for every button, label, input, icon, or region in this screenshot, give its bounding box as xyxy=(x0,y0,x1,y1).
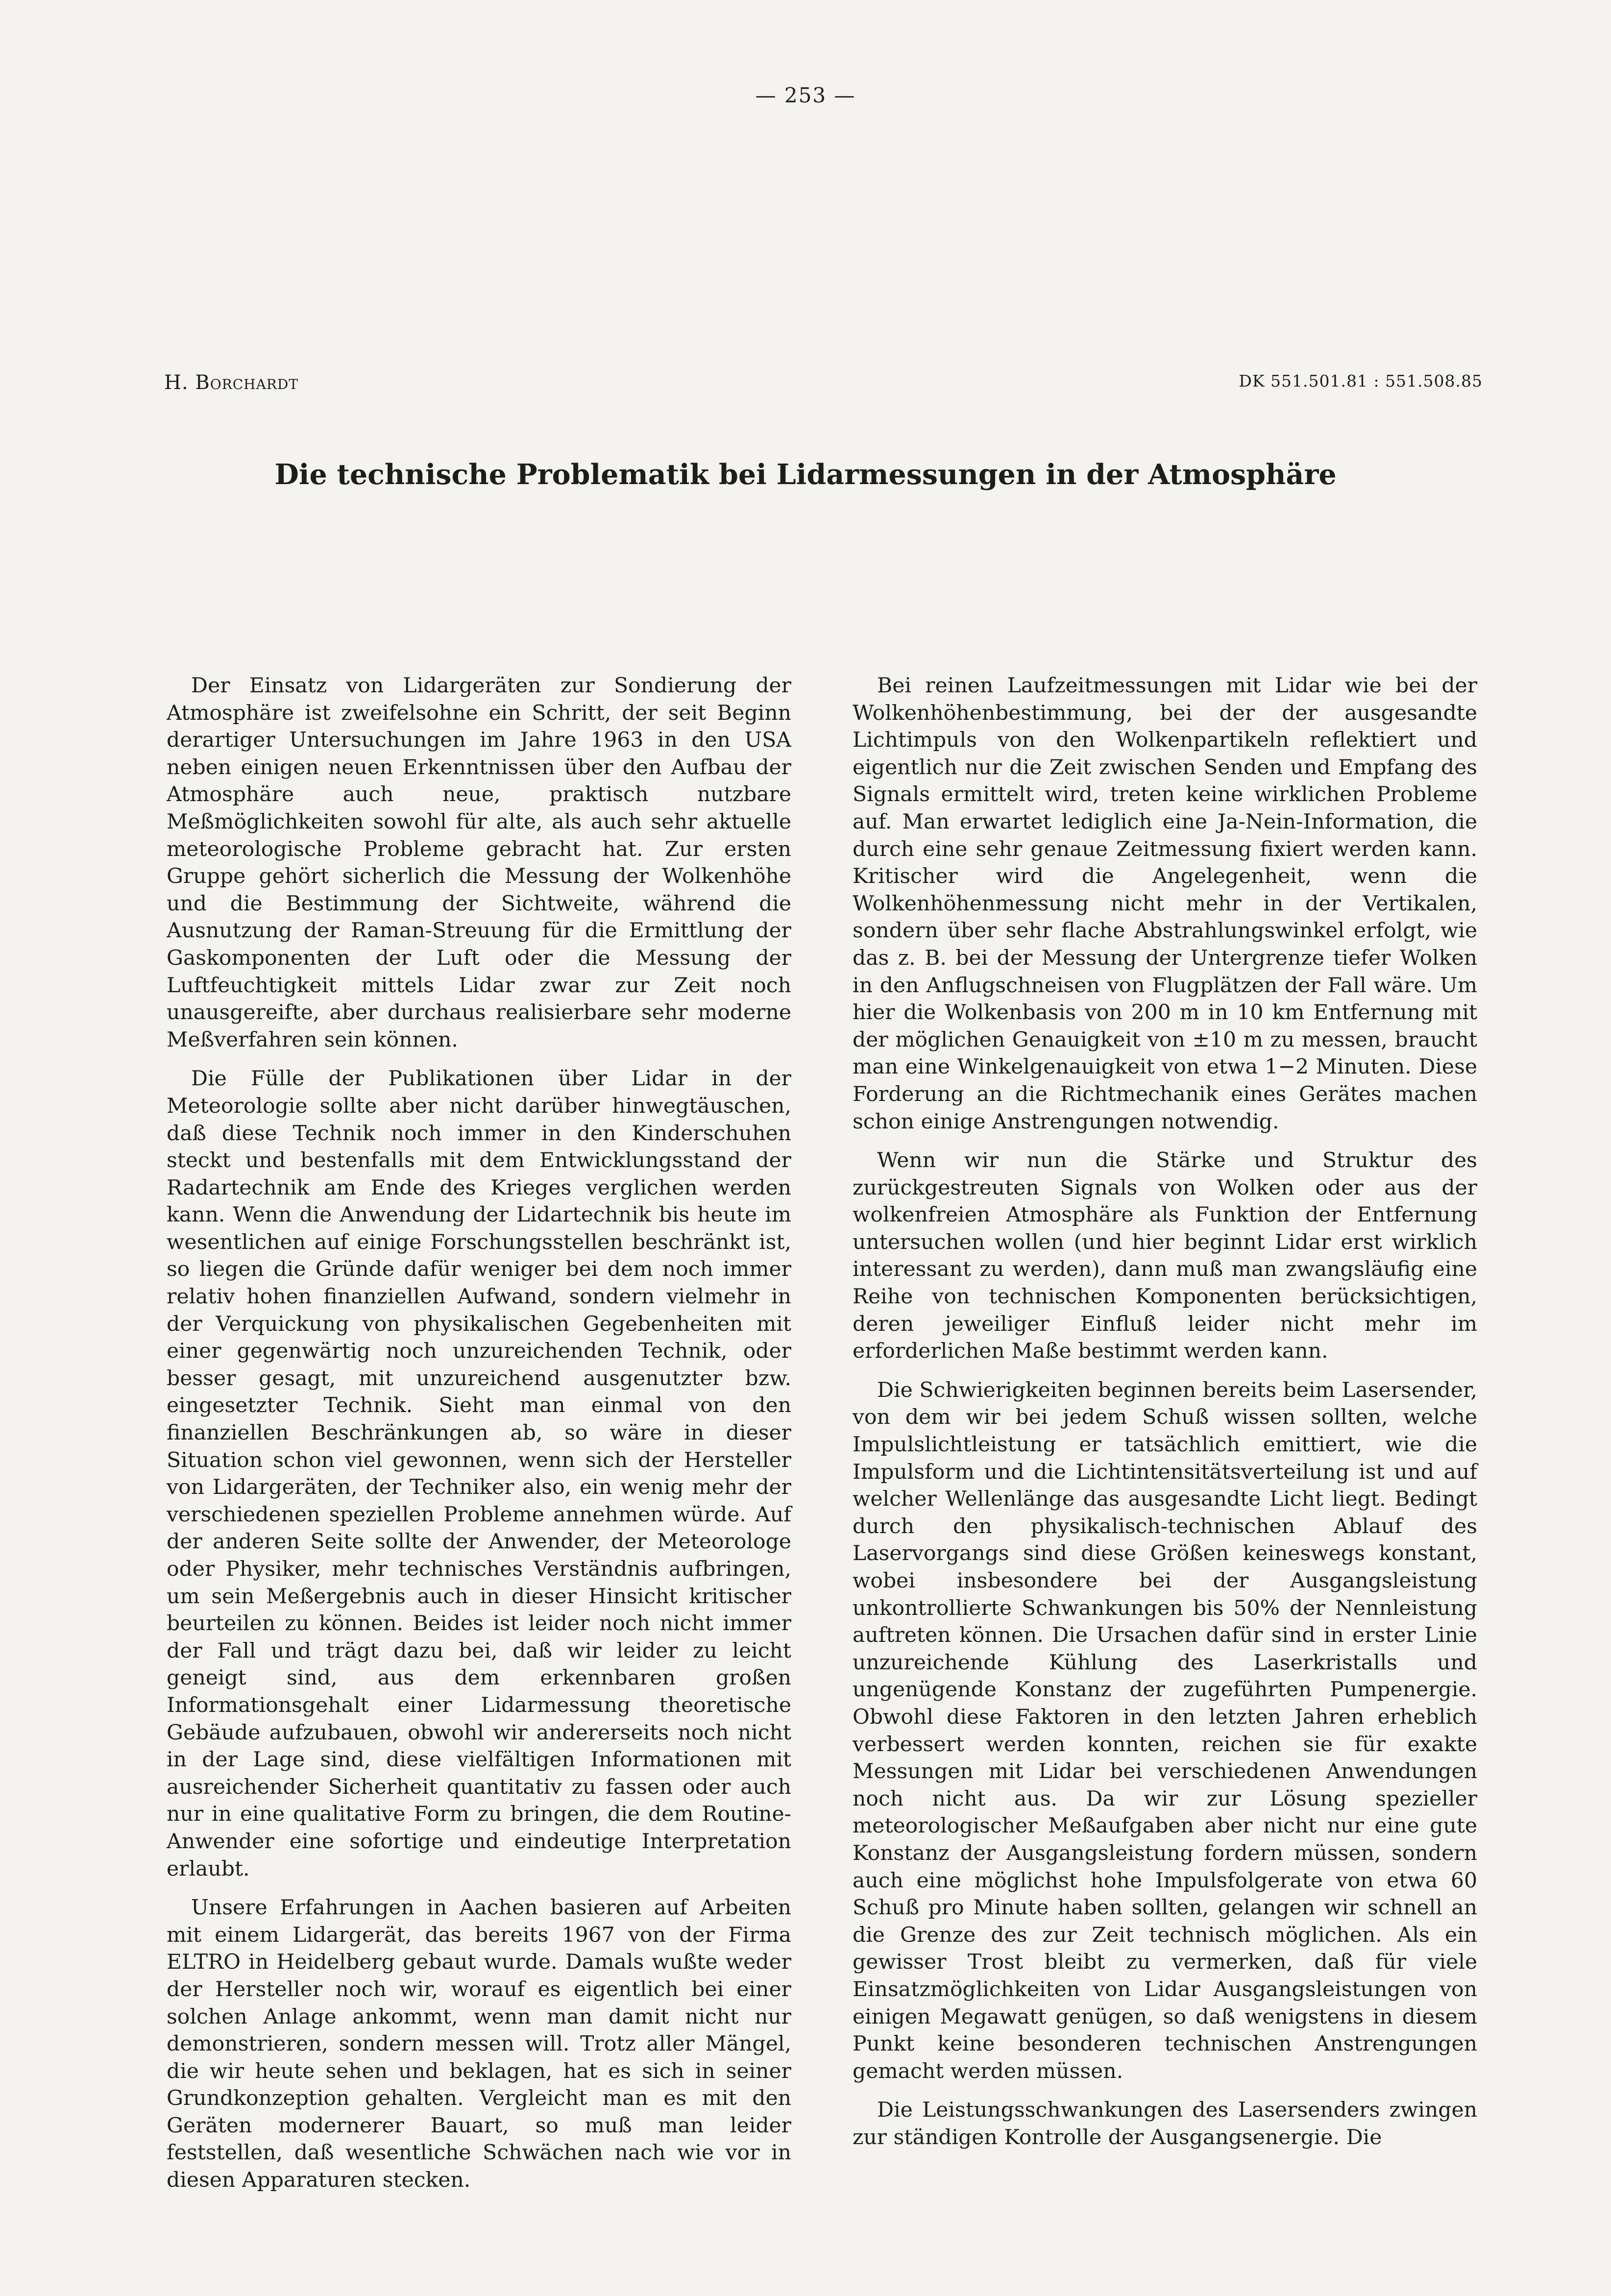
article-title: Die technische Problematik bei Lidarmessungen in der Atmosphäre xyxy=(274,458,1337,491)
paragraph: Der Einsatz von Lidargeräten zur Sondierung der Atmosphäre ist zweifelsohne ein Schritt, der seit Beginn derartiger Untersuchungen im Jahre 1963 in den USA neben einigen neuen Erkenntnissen über den Aufbau der Atmosphäre auch neue, praktisch nutzbare Meßmöglichkeiten sowohl für alte, als auch sehr aktuelle meteorologische Probleme gebracht hat. Zur ersten Gruppe gehört sicherlich die Messung der Wolkenhöhe und die Bestimmung der Sichtweite, während die Ausnutzung der Raman-Streuung für die Ermittlung der Gaskomponenten der Luft oder die Messung der Luftfeuchtigkeit mittels Lidar zwar zur Zeit noch unausgereifte, aber durchaus realisierbare sehr moderne Meßverfahren sein können. xyxy=(167,674,791,1052)
dk-classification: DK 551.501.81 : 551.508.85 xyxy=(1239,371,1483,391)
paragraph: Die Schwierigkeiten beginnen bereits beim Lasersender, von dem wir bei jedem Schuß wissen sollten, welche Impulslichtleistung er tatsächlich emittiert, wie die Impulsform und die Lichtintensitätsverteilung ist und auf welcher Wellenlänge das ausgesandte Licht liegt. Bedingt durch den physikalisch-technischen Ablauf des Laservorgangs sind diese Größen keineswegs konstant, wobei insbesondere bei der Ausgangsleistung unkontrollierte Schwankungen bis 50% der Nennleistung auftreten können. Die Ursachen dafür sind in erster Linie unzureichende Kühlung des Laserkristalls und ungenügende Konstanz der zugeführten Pumpenergie. Obwohl diese Faktoren in den letzten Jahren erheblich verbessert werden konnten, reichen sie für exakte Messungen mit Lidar bei verschiedenen Anwendungen noch nicht aus. Da wir zur Lösung spezieller meteorologischer Meßaufgaben aber nicht nur eine gute Konstanz der Ausgangsleistung fordern müssen, sondern auch eine möglichst hohe Impulsfolgerate von etwa 60 Schuß pro Minute haben sollten, gelangen wir schnell an die Grenze des zur Zeit technisch möglichen. Als ein gewisser Trost bleibt zu vermerken, daß für viele Einsatzmöglichkeiten von Lidar Ausgangsleistungen von einigen Megawatt genügen, so daß wenigstens in diesem Punkt keine besonderen technischen Anstrengungen gemacht werden müssen. xyxy=(853,1378,1477,2083)
left-column xyxy=(167,672,791,2194)
paragraph: Die Leistungsschwankungen des Lasersenders zwingen zur ständigen Kontrolle der Ausgangsenergie. Die xyxy=(853,2098,1477,2149)
paragraph: Unsere Erfahrungen in Aachen basieren auf Arbeiten mit einem Lidargerät, das bereits 1967 von der Firma ELTRO in Heidelberg gebaut wurde. Damals wußte weder der Hersteller noch wir, worauf es eigentlich bei einer solchen Anlage ankommt, wenn man damit nicht nur demonstrieren, sondern messen will. Trotz aller Mängel, die wir heute sehen und beklagen, hat es sich in seiner Grundkonzeption gehalten. Vergleicht man es mit den Geräten modernerer Bauart, so muß man leider feststellen, daß wesentliche Schwächen nach wie vor in diesen Apparaturen stecken. xyxy=(167,1896,791,2193)
page-number: — 253 — xyxy=(755,83,856,107)
right-column xyxy=(853,672,1477,2151)
paragraph: Wenn wir nun die Stärke und Struktur des zurückgestreuten Signals von Wolken oder aus der wolkenfreien Atmosphäre als Funktion der Entfernung untersuchen wollen (und hier beginnt Lidar erst wirklich interessant zu werden), dann muß man zwangsläufig eine Reihe von technischen Komponenten berücksichtigen, deren jeweiliger Einfluß leider nicht mehr im erforderlichen Maße bestimmt werden kann. xyxy=(853,1148,1477,1364)
paragraph: Bei reinen Laufzeitmessungen mit Lidar wie bei der Wolkenhöhenbestimmung, bei der der ausgesandte Lichtimpuls von den Wolkenpartikeln reflektiert und eigentlich nur die Zeit zwischen Senden und Empfang des Signals ermittelt wird, treten keine wirklichen Probleme auf. Man erwartet lediglich eine Ja-Nein-Information, die durch eine sehr genaue Zeitmessung fixiert werden kann. Kritischer wird die Angelegenheit, wenn die Wolkenhöhenmessung nicht mehr in der Vertikalen, sondern über sehr flache Abstrahlungswinkel erfolgt, wie das z. B. bei der Messung der Untergrenze tiefer Wolken in den Anflugschneisen von Flugplätzen der Fall wäre. Um hier die Wolkenbasis von 200 m in 10 km Entfernung mit der möglichen Genauigkeit von ±10 m zu messen, braucht man eine Winkelgenauigkeit von etwa 1−2 Minuten. Diese Forderung an die Richtmechanik eines Gerätes machen schon einige Anstrengungen notwendig. xyxy=(853,674,1477,1134)
author-name: H. Borchardt xyxy=(164,371,299,394)
paragraph: Die Fülle der Publikationen über Lidar in der Meteorologie sollte aber nicht darüber hinwegtäuschen, daß diese Technik noch immer in den Kinderschuhen steckt und bestenfalls mit dem Entwicklungsstand der Radartechnik am Ende des Krieges verglichen werden kann. Wenn die Anwendung der Lidartechnik bis heute im wesentlichen auf einige Forschungsstellen beschränkt ist, so liegen die Gründe dafür weniger bei dem noch immer relativ hohen finanziellen Aufwand, sondern vielmehr in der Verquickung von physikalischen Gegebenheiten mit einer gegenwärtig noch unzureichenden Technik, oder besser gesagt, mit unzureichend ausgenutzter bzw. eingesetzter Technik. Sieht man einmal von den finanziellen Beschränkungen ab, so wäre in dieser Situation schon viel gewonnen, wenn sich der Hersteller von Lidargeräten, der Techniker also, ein wenig mehr der verschiedenen speziellen Probleme annehmen würde. Auf der anderen Seite sollte der Anwender, der Meteorologe oder Physiker, mehr technisches Verständnis aufbringen, um sein Meßergebnis auch in dieser Hinsicht kritischer beurteilen zu können. Beides ist leider noch nicht immer der Fall und trägt dazu bei, daß wir leider zu leicht geneigt sind, aus dem erkennbaren großen Informationsgehalt einer Lidarmessung theoretische Gebäude aufzubauen, obwohl wir andererseits noch nicht in der Lage sind, diese vielfältigen Informationen mit ausreichender Sicherheit quantitativ zu fassen oder auch nur in eine qualitative Form zu bringen, die dem Routine-Anwender eine sofortige und eindeutige Interpretation erlaubt. xyxy=(167,1067,791,1881)
